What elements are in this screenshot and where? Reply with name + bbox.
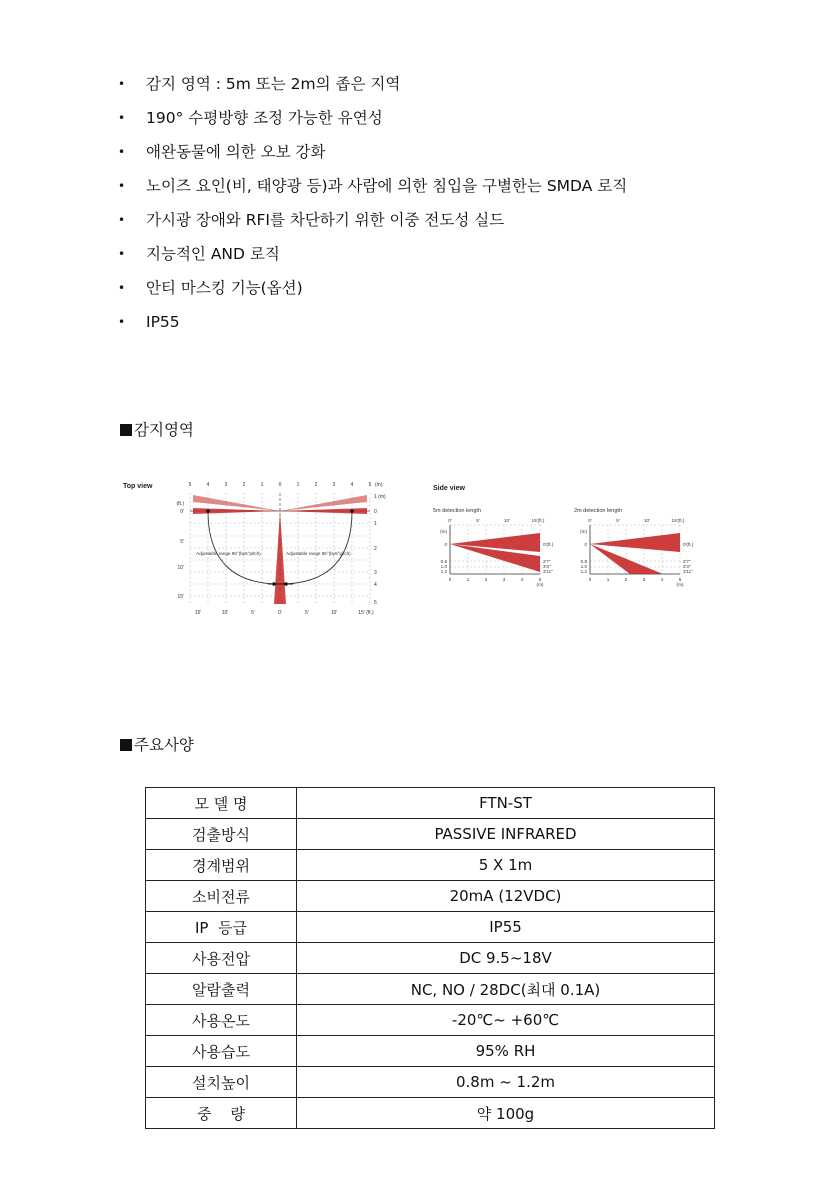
tick-label: 15' (ft.) <box>358 610 374 616</box>
tick-label: 3'11" <box>683 569 693 574</box>
bullet-icon: • <box>118 111 126 125</box>
feature-text: 감지 영역 : 5m 또는 2m의 좁은 지역 <box>146 75 401 93</box>
tick-label: 1.0 <box>580 564 587 569</box>
feature-text: 190° 수평방향 조정 가능한 유연성 <box>146 109 383 127</box>
panel-5m-title: 5m detection length <box>433 508 482 514</box>
tick-label: 4 <box>660 577 664 582</box>
tick-label: 1 <box>606 577 610 582</box>
detection-area-diagram <box>118 475 718 625</box>
panel-5m-right-ticks <box>543 542 554 574</box>
tick-label: 10' <box>644 518 650 523</box>
bullet-icon: • <box>118 281 126 295</box>
panel-2m-title: 2m detection length <box>574 508 623 514</box>
feature-item <box>118 172 627 206</box>
table-row <box>146 1005 715 1036</box>
table-row <box>146 912 715 943</box>
tick-label: 2 <box>314 482 318 488</box>
adjustable-range-right: Adjustable range 95°(by5°pitch) <box>286 551 351 556</box>
spec-table <box>145 787 715 1129</box>
spec-label: 중 량 <box>146 1098 297 1129</box>
table-row <box>146 1067 715 1098</box>
tick-label: 15'(ft.) <box>671 518 685 523</box>
square-bullet-icon <box>120 424 132 436</box>
bullet-icon: • <box>118 213 126 227</box>
tick-unit: (m) <box>375 482 383 488</box>
tick-label: 3'3" <box>683 564 691 569</box>
panel-5m-left-ticks <box>440 529 447 574</box>
panel-2m-left-ticks <box>580 529 587 574</box>
top-view-top-ticks <box>189 482 383 488</box>
feature-item <box>118 70 627 104</box>
top-view-left-ticks <box>177 501 185 600</box>
tick-label: 5 <box>538 577 542 582</box>
feature-text: IP55 <box>146 313 180 331</box>
feature-text: 안티 마스킹 기능(옵션) <box>146 279 303 297</box>
spec-label: 사용습도 <box>146 1036 297 1067</box>
panel-2m-m-ticks <box>589 577 684 587</box>
spec-value: 5 X 1m <box>297 850 715 881</box>
spec-value: -20℃~ +60℃ <box>297 1005 715 1036</box>
tick-label: 15' <box>177 594 184 600</box>
bullet-icon: • <box>118 179 126 193</box>
tick-label: 0'(ft.) <box>543 542 554 547</box>
tick-label: 3 <box>332 482 336 488</box>
table-row <box>146 819 715 850</box>
spec-label: 경계범위 <box>146 850 297 881</box>
spec-label: 소비전류 <box>146 881 297 912</box>
tick-label: 1.0 <box>440 564 447 569</box>
tick-label: 5 <box>678 577 682 582</box>
feature-list <box>118 70 627 342</box>
panel-5m-beam-upper <box>450 533 540 552</box>
spec-label: IP 등급 <box>146 912 297 943</box>
top-view-right-ticks <box>374 494 386 606</box>
spec-label: 사용온도 <box>146 1005 297 1036</box>
tick-label: 2 <box>374 546 377 552</box>
feature-item <box>118 240 627 274</box>
bullet-icon: • <box>118 145 126 159</box>
tick-label: 0 <box>588 577 592 582</box>
tick-label: 10' <box>177 565 184 571</box>
bullet-icon: • <box>118 77 126 91</box>
table-row <box>146 943 715 974</box>
tick-label: 0 <box>374 509 377 515</box>
tick-label: 2 <box>242 482 246 488</box>
top-view-bottom-ticks <box>195 610 374 616</box>
panel-2m-right-ticks <box>683 542 694 574</box>
spec-value: NC, NO / 28DC(최대 0.1A) <box>297 974 715 1005</box>
tick-label: 3'11" <box>543 569 553 574</box>
feature-item <box>118 104 627 138</box>
tick-label: 3 <box>642 577 646 582</box>
panel-2m-ft-ticks <box>588 518 685 523</box>
panel-2m-beam-upper <box>590 533 680 552</box>
tick-label: 15'(ft.) <box>531 518 545 523</box>
tick-label: 5' <box>305 610 309 616</box>
spec-value: DC 9.5~18V <box>297 943 715 974</box>
feature-item <box>118 274 627 308</box>
table-row <box>146 1036 715 1067</box>
tick-label: 2 <box>624 577 628 582</box>
tick-label: 2'7" <box>543 559 551 564</box>
spec-label: 사용전압 <box>146 943 297 974</box>
tick-label: 3'3" <box>543 564 551 569</box>
feature-item <box>118 206 627 240</box>
tick-label: 1 <box>296 482 300 488</box>
tick-label: 0' <box>180 509 184 515</box>
tick-label: 2'7" <box>683 559 691 564</box>
spec-value: IP55 <box>297 912 715 943</box>
spec-value: 약 100g <box>297 1098 715 1129</box>
spec-value: PASSIVE INFRARED <box>297 819 715 850</box>
tick-label: 0 <box>444 542 447 547</box>
spec-label: 검출방식 <box>146 819 297 850</box>
top-view-title: Top view <box>123 483 153 490</box>
tick-label: 0' <box>448 518 452 523</box>
tick-label: 0' <box>278 610 282 616</box>
tick-label: 4 <box>206 482 210 488</box>
tick-label: 15' <box>194 610 202 616</box>
tick-label: 0.8 <box>440 559 447 564</box>
tick-label: 1.2 <box>440 569 447 574</box>
tick-label: 4 <box>520 577 524 582</box>
feature-item <box>118 308 627 342</box>
spec-value: 95% RH <box>297 1036 715 1067</box>
spec-value: 0.8m ~ 1.2m <box>297 1067 715 1098</box>
tick-label: 5' <box>180 539 184 545</box>
detection-area-heading <box>120 420 194 440</box>
adjustable-range-left: Adjustable range 95°(by5°pitch) <box>196 551 261 556</box>
beam-down <box>274 511 286 604</box>
tick-unit: (m) <box>536 582 544 587</box>
tick-label: 1 <box>374 521 377 527</box>
specs-heading <box>120 735 194 755</box>
tick-label: 0' <box>588 518 592 523</box>
tick-label: 4 <box>350 482 354 488</box>
tick-label: 0 <box>448 577 452 582</box>
feature-text: 노이즈 요인(비, 태양광 등)과 사람에 의한 침입을 구별한는 SMDA 로직 <box>146 177 628 195</box>
tick-label: (ft.) <box>176 501 184 507</box>
tick-unit: (m) <box>676 582 684 587</box>
tick-label: 4 <box>374 582 377 588</box>
tick-label: 1.2 <box>580 569 587 574</box>
table-row <box>146 788 715 819</box>
table-row <box>146 850 715 881</box>
table-row <box>146 881 715 912</box>
tick-label: 0 <box>584 542 587 547</box>
panel-5m-ft-ticks <box>448 518 545 523</box>
tick-label: 10' <box>330 610 338 616</box>
tick-label: 3 <box>374 570 377 576</box>
bullet-icon: • <box>118 247 126 261</box>
tick-label: 5' <box>476 518 480 523</box>
detection-area-heading-text: 감지영역 <box>134 421 194 439</box>
tick-label: 2 <box>484 577 488 582</box>
spec-label: 설치높이 <box>146 1067 297 1098</box>
square-bullet-icon <box>120 739 132 751</box>
tick-label: 0 <box>278 482 282 488</box>
bullet-icon: • <box>118 315 126 329</box>
spec-value: FTN-ST <box>297 788 715 819</box>
tick-label: 3 <box>502 577 506 582</box>
specs-heading-text: 주요사양 <box>134 736 194 754</box>
side-view-title: Side view <box>433 485 465 492</box>
tick-label: 1 <box>260 482 264 488</box>
spec-label: 모 델 명 <box>146 788 297 819</box>
tick-label: (m) <box>440 529 447 534</box>
tick-label: 1 <box>466 577 470 582</box>
tick-label: 10' <box>221 610 229 616</box>
feature-item <box>118 138 627 172</box>
feature-text: 애완동물에 의한 오보 강화 <box>146 143 326 161</box>
tick-label: 5 <box>374 600 377 606</box>
feature-text: 지능적인 AND 로직 <box>146 245 280 263</box>
spec-label: 알람출력 <box>146 974 297 1005</box>
tick-label: 1 (m) <box>374 494 386 500</box>
tick-label: 0'(ft.) <box>683 542 694 547</box>
tick-label: 5' <box>616 518 620 523</box>
tick-label: (m) <box>580 529 587 534</box>
table-row <box>146 974 715 1005</box>
tick-label: 10' <box>504 518 510 523</box>
tick-label: 3 <box>224 482 228 488</box>
tick-label: 5 <box>188 482 192 488</box>
spec-value: 20mA (12VDC) <box>297 881 715 912</box>
feature-text: 가시광 장애와 RFI를 차단하기 위한 이중 전도성 실드 <box>146 211 505 229</box>
panel-5m-m-ticks <box>449 577 544 587</box>
tick-label: 0.8 <box>580 559 587 564</box>
tick-label: 5' <box>251 610 255 616</box>
tick-label: 5 <box>368 482 372 488</box>
table-row <box>146 1098 715 1129</box>
